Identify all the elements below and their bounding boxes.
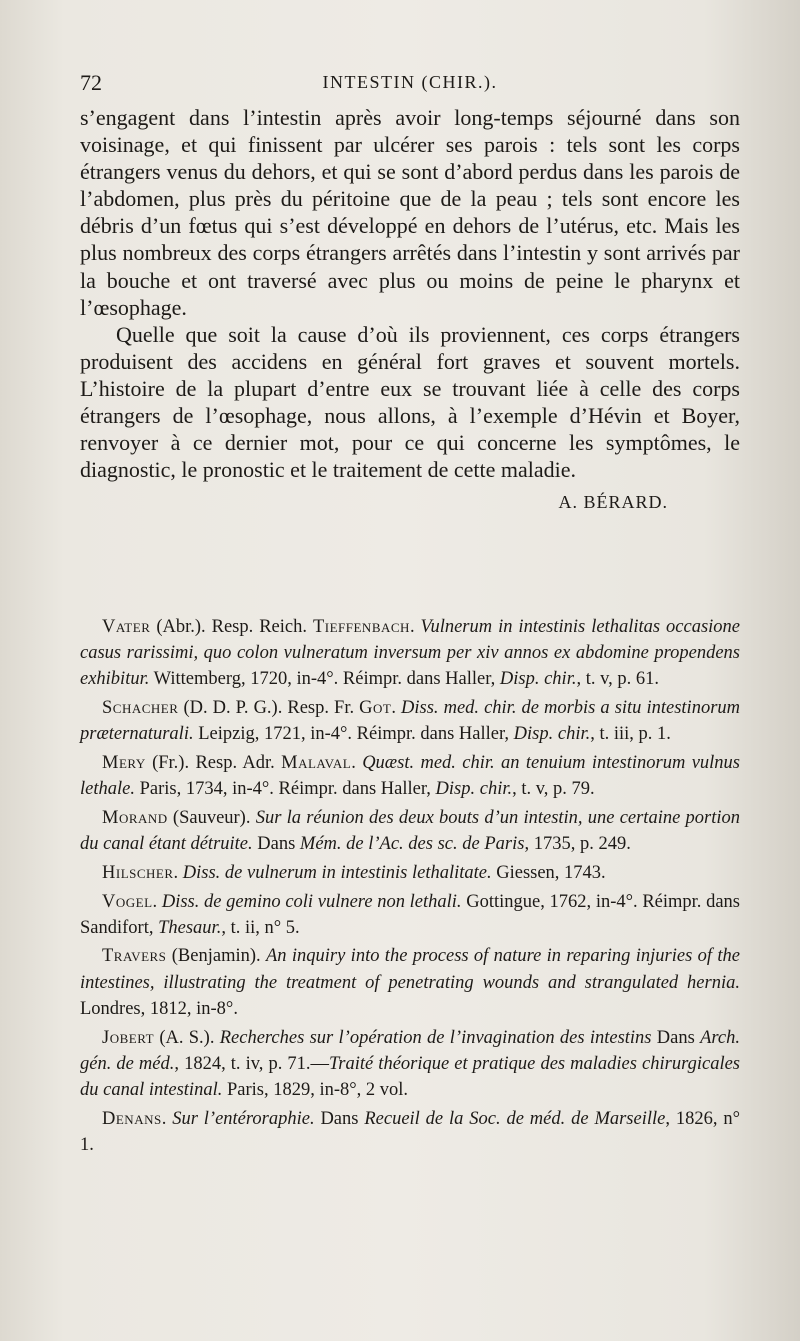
- bibliography-entry: [80, 695, 740, 747]
- entry-text: Gottingue, 1762, in-4°. Réimpr. dans Sandifort,: [80, 891, 741, 938]
- entry-text: (Abr.). Resp. Reich.: [150, 617, 313, 637]
- entry-author: Morand: [102, 807, 168, 828]
- entry-title: Diss. de gemino coli vulnere non lethali.: [161, 891, 462, 912]
- entry-text: .: [161, 1108, 173, 1129]
- entry-title: Arch. gén. de méd.: [80, 1027, 740, 1074]
- entry-text: Paris, 1734, in-4°. Réimpr. dans Haller,: [134, 779, 436, 800]
- entry-title: Disp. chir.: [513, 724, 591, 745]
- bibliography-entry: [80, 1106, 740, 1158]
- entry-author: Malaval: [281, 753, 352, 774]
- entry-author: Vogel: [102, 891, 153, 912]
- bibliography-entry: [80, 1025, 740, 1104]
- entry-text: .: [409, 617, 421, 637]
- paragraph: s’engagent dans l’intestin après avoir long-temps séjourné dans son voisinage, et qui finissent par ulcérer ses parois : tels sont les corps étrangers venus du dehors, et qui se sont d’abord perdus dans les parois de l’abdomen, plus près du péritoine que de la peau ; tels sont encore les débris d’un fœtus qui s’est développé en dehors de l’utérus, etc. Mais les plus nombreux des corps étrangers arrêtés dans l’intestin y sont arrivés par la bouche et ont traversé avec plus ou moins de peine le pharynx et l’œsophage.: [80, 105, 740, 320]
- paragraph: Quelle que soit la cause d’où ils proviennent, ces corps étrangers produisent des accidens en général fort graves et souvent mortels. L’histoire de la plupart d’entre eux se trouvant liée à celle des corps étrangers de l’œsophage, nous allons, à l’exemple d’Hévin et Boyer, renvoyer à ce dernier mot, pour ce qui concerne les symptômes, le diagnostic, le pronostic et le traitement de cette maladie.: [80, 321, 740, 483]
- entry-title: An inquiry into the process of nature in reparing injuries of the intestines, illustrating the treatment of penetrating wounds and strangulated hernia.: [80, 946, 740, 993]
- bibliography-entry: [80, 614, 740, 693]
- bibliography-entry: [80, 860, 740, 886]
- entry-text: (A. S.).: [154, 1027, 220, 1048]
- entry-title: Recherches sur l’opération de l’invagination des intestins: [219, 1027, 652, 1048]
- entry-author: Jobert: [102, 1027, 155, 1048]
- entry-author: Got: [359, 698, 392, 719]
- entry-text: .: [173, 862, 183, 883]
- entry-text: Dans: [252, 834, 300, 855]
- page-header: [80, 68, 740, 98]
- entry-text: Leipzig, 1721, in-4°. Réimpr. dans Haller,: [193, 724, 514, 745]
- entry-author: Denans: [102, 1108, 162, 1129]
- bibliography-entry: [80, 805, 740, 857]
- page-number: 72: [80, 70, 102, 95]
- entry-text: Londres, 1812, in-8°.: [80, 998, 238, 1019]
- entry-text: .: [351, 753, 363, 774]
- entry-author: Tieffenbach: [312, 617, 410, 637]
- entry-author: Schacher: [102, 698, 179, 719]
- entry-title: Thesaur.: [158, 917, 222, 938]
- entry-text: , t. v, p. 79.: [512, 779, 595, 800]
- entry-title: Quæst. med. chir. an tenuium intestinorum vulnus lethale.: [80, 753, 741, 800]
- bibliography-entry: [80, 889, 740, 941]
- entry-text: .: [391, 698, 402, 719]
- entry-text: , 1826, n° 1.: [80, 1108, 740, 1155]
- entry-text: Giessen, 1743.: [491, 862, 606, 883]
- entry-author: Travers: [102, 946, 167, 967]
- entry-text: (Fr.). Resp. Adr.: [145, 753, 282, 774]
- entry-title: Traité théorique et pratique des maladies chirurgicales du canal intestinal.: [80, 1053, 740, 1100]
- entry-text: Wittemberg, 1720, in-4°. Réimpr. dans Haller,: [149, 669, 500, 690]
- entry-text: (D. D. P. G.). Resp. Fr.: [178, 698, 360, 719]
- author-signature: A. BÉRARD.: [558, 492, 668, 513]
- entry-text: Paris, 1829, in-8°, 2 vol.: [222, 1079, 409, 1100]
- main-text: [80, 104, 740, 517]
- entry-text: , 1824, t. iv, p. 71.—: [174, 1053, 330, 1074]
- entry-text: Dans: [651, 1027, 701, 1048]
- entry-title: Diss. de vulnerum in intestinis lethalitate.: [182, 862, 492, 883]
- bibliography-entry: [80, 750, 740, 802]
- entry-title: Disp. chir.: [499, 669, 577, 690]
- running-head: INTESTIN (CHIR.).: [322, 72, 498, 92]
- entry-title: Sur la réunion des deux bouts d’un intestin, une certaine portion du canal étant détruite.: [80, 807, 740, 855]
- entry-text: , t. iii, p. 1.: [590, 724, 671, 745]
- entry-text: Dans: [314, 1108, 365, 1129]
- entry-author: Vater: [102, 617, 151, 637]
- entry-text: , t. v, p. 61.: [576, 669, 660, 690]
- entry-text: (Benjamin).: [166, 946, 266, 967]
- entry-title: Vulnerum in intestinis lethalitas occasione casus rarissimi, quo colon vulneratum inversum per xiv annos ex abdomine propendens exhibitur.: [80, 617, 740, 690]
- entry-title: Disp. chir.: [435, 779, 513, 800]
- entry-text: , t. ii, n° 5.: [221, 917, 300, 938]
- bibliography: [80, 614, 740, 1158]
- entry-title: Mém. de l’Ac. des sc. de Paris: [299, 834, 525, 855]
- entry-title: Sur l’entéroraphie.: [172, 1108, 315, 1129]
- entry-title: Diss. med. chir. de morbis a situ intestinorum præternaturali.: [80, 698, 740, 745]
- bibliography-entry: [80, 943, 740, 1022]
- entry-author: Mery: [102, 753, 146, 774]
- entry-title: Recueil de la Soc. de méd. de Marseille: [364, 1108, 666, 1129]
- entry-author: Hilscher: [102, 862, 174, 883]
- entry-text: , 1735, p. 249.: [524, 834, 631, 855]
- entry-text: .: [152, 891, 162, 912]
- entry-text: (Sauveur).: [167, 807, 256, 828]
